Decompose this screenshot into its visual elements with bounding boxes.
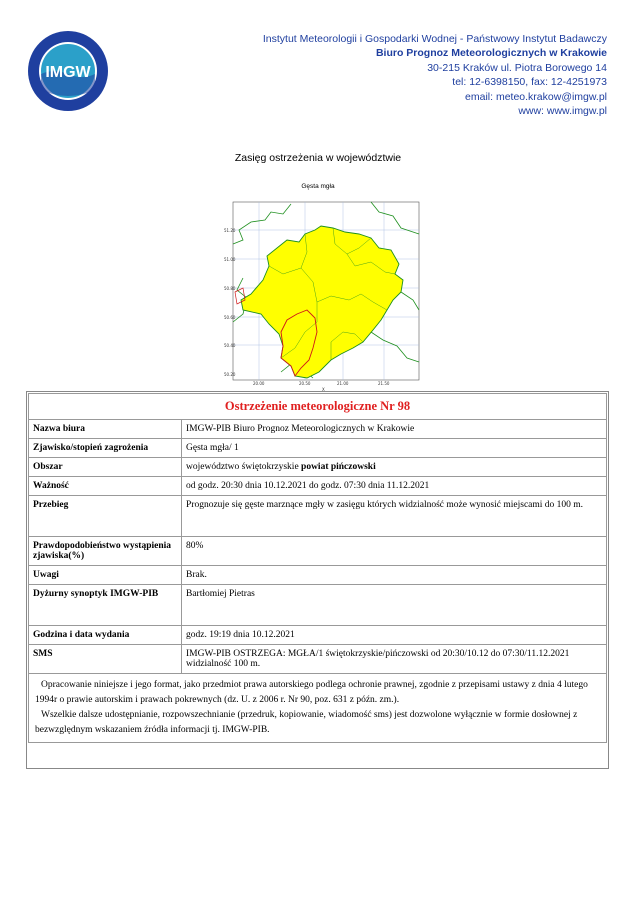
- website[interactable]: www: www.imgw.pl: [518, 105, 607, 118]
- row-label: Obszar: [29, 458, 182, 477]
- lon-label: 21.50: [378, 381, 390, 386]
- table-row: [29, 626, 607, 645]
- warning-title: Ostrzeżenie meteorologiczne Nr 98: [29, 394, 607, 420]
- row-value: 80%: [182, 537, 607, 566]
- redistribution-paragraph: Wszelkie dalsze udostępnianie, rozpowszechnianie (przedruk, kopiowanie, wiadomość sms) jest dozwolone wyłącznie w formie dosłownej z bezwzględnym wskazaniem źródła informacji tj. IMGW-PIB.: [35, 710, 578, 735]
- row-label: Zjawisko/stopień zagrożenia: [29, 439, 182, 458]
- lon-label: 20.50: [299, 381, 311, 386]
- row-label: Prawdopodobieństwo wystąpienia zjawiska(%): [29, 537, 182, 566]
- row-label: Dyżurny synoptyk IMGW-PIB: [29, 585, 182, 626]
- row-value: Prognozuje się gęste marznące mgły w zasięgu których widzialność może wynosić miejscami do 100 m.: [182, 496, 607, 537]
- lat-label: 50.40: [224, 343, 236, 348]
- row-value: [182, 458, 607, 477]
- warning-table: [28, 393, 607, 743]
- row-value: od godz. 20:30 dnia 10.12.2021 do godz. 07:30 dnia 11.12.2021: [182, 477, 607, 496]
- row-value: Gęsta mgła/ 1: [182, 439, 607, 458]
- area-county: powiat pińczowski: [301, 462, 376, 472]
- row-label: Nazwa biura: [29, 420, 182, 439]
- email[interactable]: email: meteo.krakow@imgw.pl: [465, 90, 607, 103]
- copyright-paragraph: Opracowanie niniejsze i jego format, jako przedmiot prawa autorskiego podlega ochronie prawnej, zgodnie z przepisami ustawy z dnia 4 lutego 1994r o prawie autorskim i prawach pokrewnych (dz. U. z 2006 r. Nr 90, poz. 631 z późn. zm.).: [35, 680, 588, 705]
- row-value: Brak.: [182, 566, 607, 585]
- row-label: Przebieg: [29, 496, 182, 537]
- lat-label: 51.00: [224, 257, 236, 262]
- phone: tel: 12-6398150, fax: 12-4251973: [452, 76, 607, 89]
- map-heading: Zasięg ostrzeżenia w województwie: [234, 152, 402, 164]
- table-row: [29, 645, 607, 674]
- area-voivodeship: województwo świętokrzyskie: [186, 462, 302, 472]
- copyright-notice: [29, 674, 607, 743]
- lat-label: 50.60: [224, 315, 236, 320]
- warning-map: [221, 182, 421, 392]
- row-value: Bartłomiej Pietras: [182, 585, 607, 626]
- lat-label: 51.20: [224, 228, 236, 233]
- address: 30-215 Kraków ul. Piotra Borowego 14: [427, 61, 607, 74]
- table-row: [29, 496, 607, 537]
- logo-text: IMGW: [45, 64, 91, 81]
- row-value: IMGW-PIB Biuro Prognoz Meteorologicznych w Krakowie: [182, 420, 607, 439]
- table-row: [29, 477, 607, 496]
- lat-label: 50.20: [224, 372, 236, 377]
- table-row: [29, 585, 607, 626]
- row-label: Uwagi: [29, 566, 182, 585]
- row-value: godz. 19:19 dnia 10.12.2021: [182, 626, 607, 645]
- table-row: [29, 439, 607, 458]
- table-row: [29, 537, 607, 566]
- row-label: Godzina i data wydania: [29, 626, 182, 645]
- lat-label: 50.80: [224, 286, 236, 291]
- table-row: [29, 420, 607, 439]
- row-value: IMGW-PIB OSTRZEGA: MGŁA/1 świętokrzyskie/pińczowski od 20:30/10.12 do 07:30/11.12.2021 widzialność 100 m.: [182, 645, 607, 674]
- row-label: SMS: [29, 645, 182, 674]
- table-row: [29, 566, 607, 585]
- map-title: Gęsta mgła: [301, 183, 335, 190]
- office-name: Biuro Prognoz Meteorologicznych w Krakowie: [375, 47, 607, 60]
- row-label: Ważność: [29, 477, 182, 496]
- institute-name: Instytut Meteorologii i Gospodarki Wodnej - Państwowy Instytut Badawczy: [262, 33, 607, 45]
- institute-header: [263, 32, 607, 118]
- lon-label: 21.00: [337, 381, 349, 386]
- table-row: [29, 458, 607, 477]
- x-axis-label: X: [322, 387, 325, 392]
- imgw-logo: [27, 30, 109, 112]
- lon-label: 20.00: [253, 381, 265, 386]
